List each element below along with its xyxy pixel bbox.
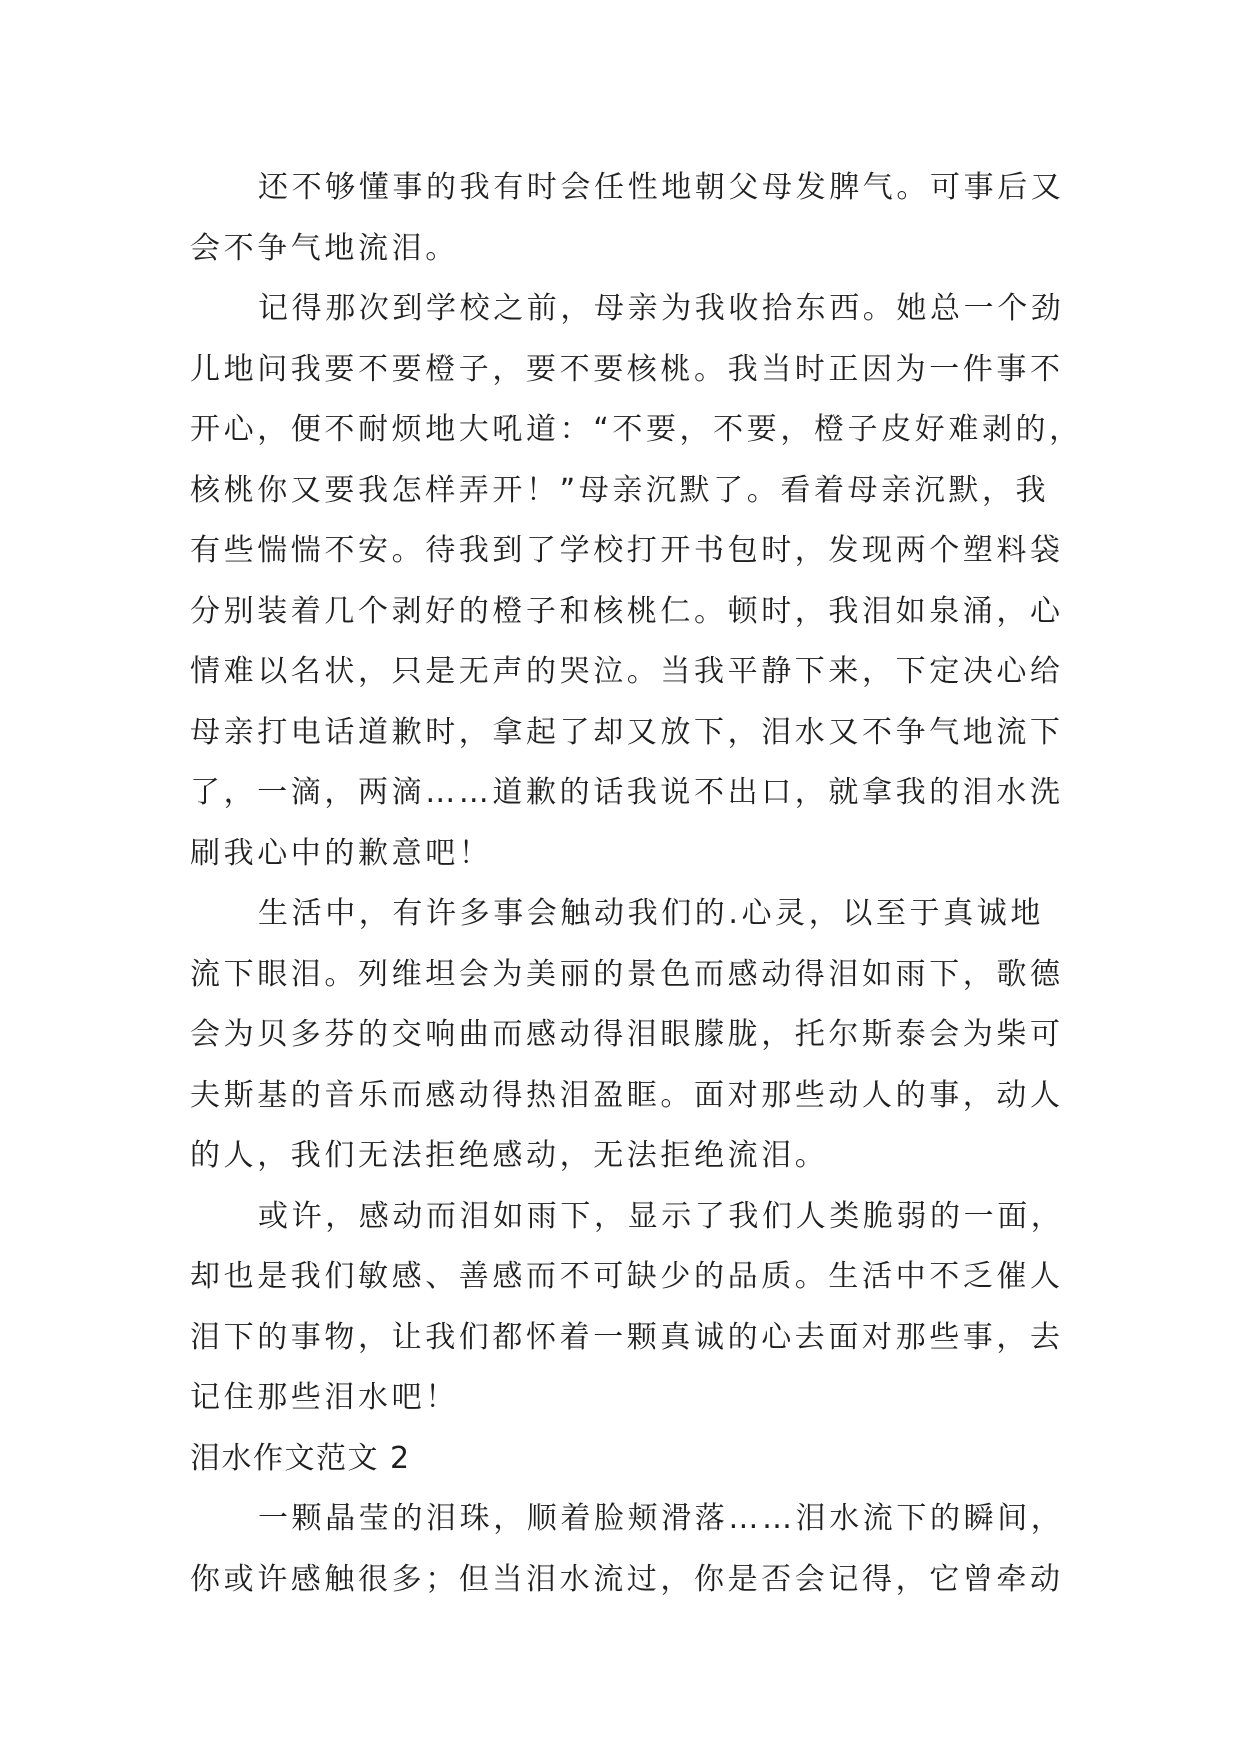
paragraph-line: 或许，感动而泪如雨下，显示了我们人类脆弱的一面， xyxy=(258,1198,1065,1234)
paragraph-line: 的人，我们无法拒绝感动，无法拒绝流泪。 xyxy=(190,1138,829,1173)
paragraph-line: 却也是我们敏感、善感而不可缺少的品质。生活中不乏催人 xyxy=(190,1259,1064,1294)
paragraph-line: 刷我心中的歉意吧！ xyxy=(190,835,493,871)
section-heading: 泪水作文范文 2 xyxy=(190,1440,411,1476)
document-body xyxy=(190,158,1083,1610)
paragraph-line: 会不争气地流泪。 xyxy=(190,230,459,266)
paragraph-line: 核桃你又要我怎样弄开！”母亲沉默了。看着母亲沉默，我 xyxy=(190,472,1050,508)
paragraph-line: 会为贝多芬的交响曲而感动得泪眼朦胧，托尔斯泰会为柴可 xyxy=(190,1017,1064,1052)
paragraph-line: 儿地问我要不要橙子，要不要核桃。我当时正因为一件事不 xyxy=(190,351,1064,387)
paragraph-line: 生活中，有许多事会触动我们的.心灵，以至于真诚地 xyxy=(258,896,1044,931)
paragraph-line: 了，一滴，两滴……道歉的话我说不出口，就拿我的泪水洗 xyxy=(190,775,1064,810)
paragraph-line: 还不够懂事的我有时会任性地朝父母发脾气。可事后又 xyxy=(258,170,1065,205)
paragraph-line: 一颗晶莹的泪珠，顺着脸颊滑落……泪水流下的瞬间， xyxy=(258,1501,1065,1536)
paragraph-line: 夫斯基的音乐而感动得热泪盈眶。面对那些动人的事，动人 xyxy=(190,1077,1064,1113)
paragraph-line: 泪下的事物，让我们都怀着一颗真诚的心去面对那些事，去 xyxy=(190,1319,1064,1355)
paragraph-line: 你或许感触很多；但当泪水流过，你是否会记得，它曾牵动 xyxy=(190,1561,1064,1597)
paragraph-line: 有些惴惴不安。待我到了学校打开书包时，发现两个塑料袋 xyxy=(190,533,1064,568)
paragraph-line: 记住那些泪水吧！ xyxy=(190,1380,459,1415)
paragraph-line: 开心，便不耐烦地大吼道：“不要，不要，橙子皮好难剥的， xyxy=(190,412,1083,447)
paragraph-line: 流下眼泪。列维坦会为美丽的景色而感动得泪如雨下，歌德 xyxy=(190,956,1064,992)
paragraph-line: 情难以名状，只是无声的哭泣。当我平静下来，下定决心给 xyxy=(190,654,1064,689)
paragraph-line: 记得那次到学校之前，母亲为我收拾东西。她总一个劲 xyxy=(258,291,1065,326)
paragraph-line: 母亲打电话道歉时，拿起了却又放下，泪水又不争气地流下 xyxy=(190,714,1064,750)
paragraph-line: 分别装着几个剥好的橙子和核桃仁。顿时，我泪如泉涌，心 xyxy=(190,593,1064,629)
